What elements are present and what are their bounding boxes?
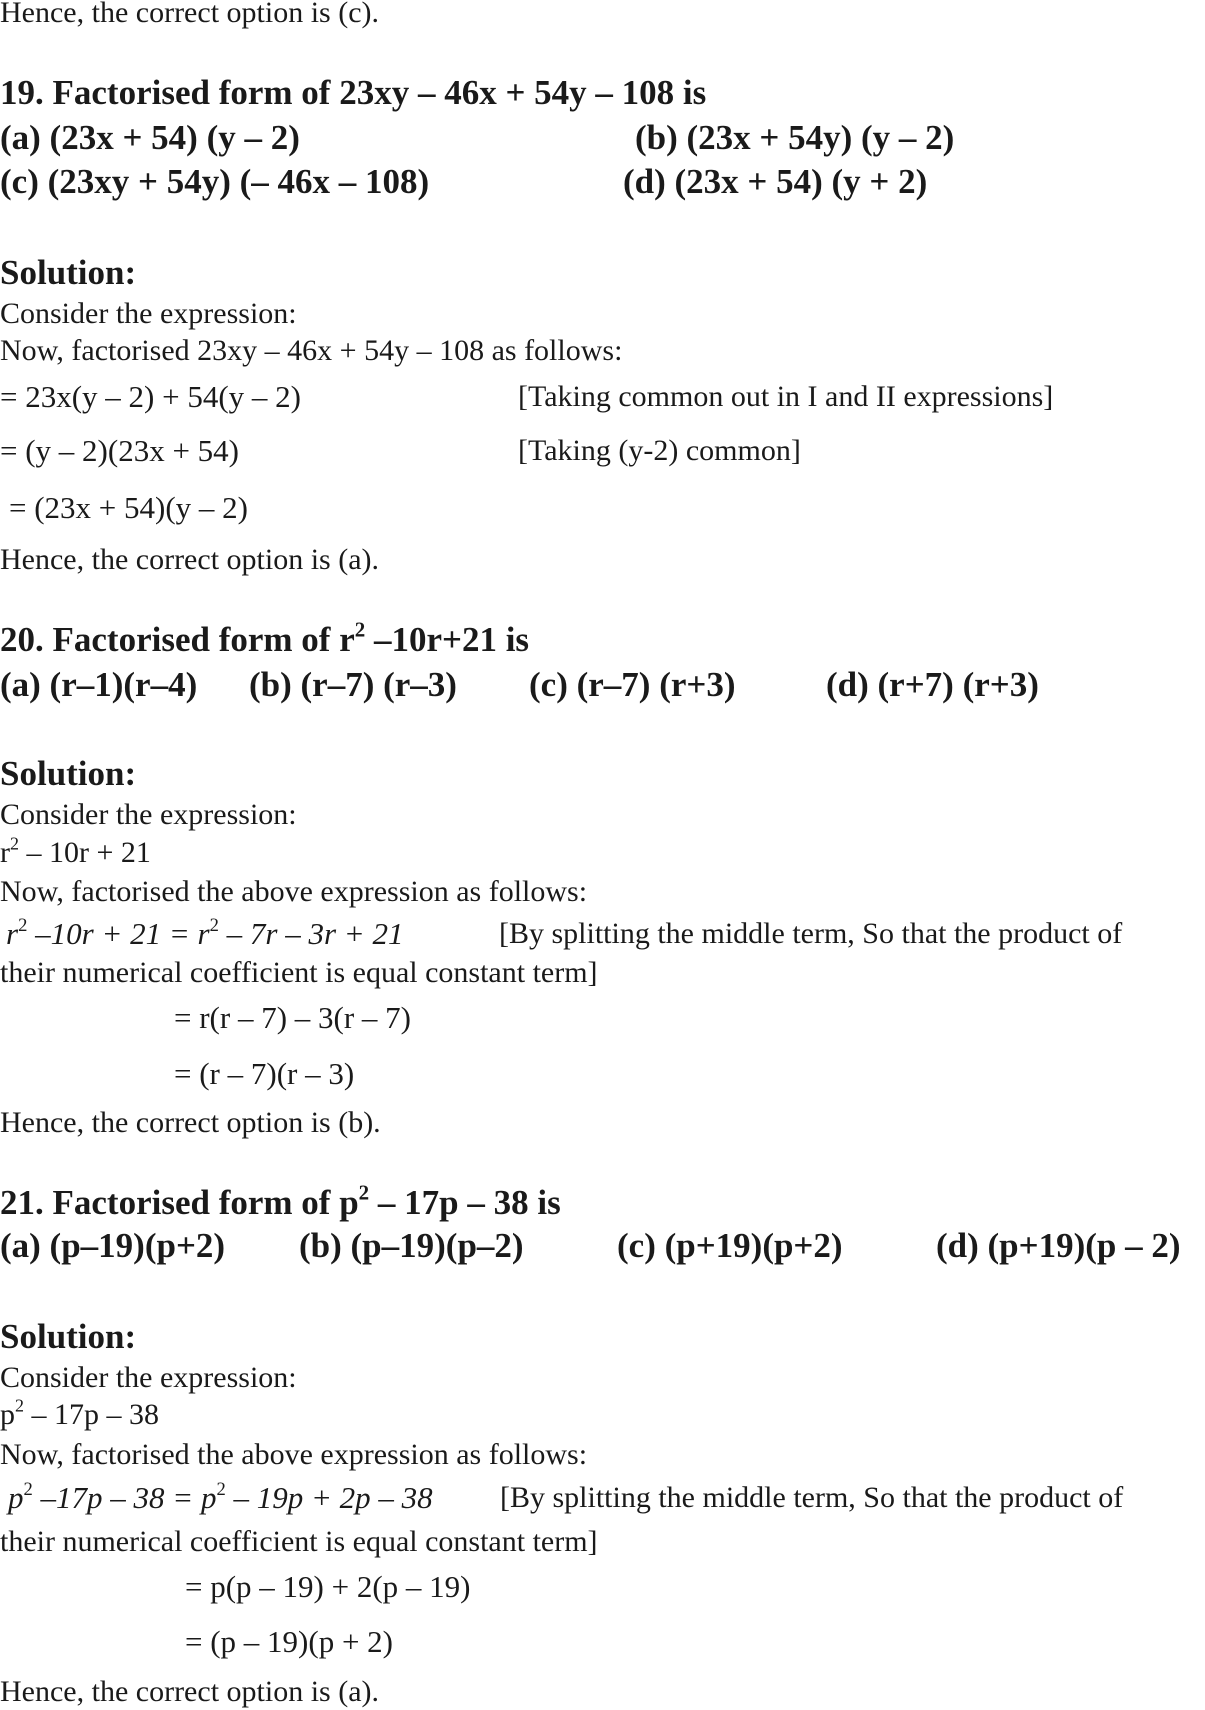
q20-expression: [0, 835, 151, 871]
q20-split-equation: [6, 916, 403, 952]
q20-title-text: 20. Factorised form of r: [0, 620, 355, 659]
q21-option-c: (c) (p+19)(p+2): [617, 1226, 843, 1265]
q20-solution-heading: Solution:: [0, 754, 137, 793]
q20-conclusion: Hence, the correct option is (b).: [0, 1106, 381, 1139]
q21-consider: Consider the expression:: [0, 1361, 297, 1394]
q19-title: 19. Factorised form of 23xy – 46x + 54y – 108 is: [0, 73, 707, 112]
q20-option-b: (b) (r–7) (r–3): [249, 665, 457, 704]
q21-option-a: (a) (p–19)(p+2): [0, 1226, 226, 1265]
q20-split-exp2: 2: [209, 914, 219, 936]
q19-step-3: = (23x + 54)(y – 2): [9, 490, 249, 525]
q19-option-c: (c) (23xy + 54y) (– 46x – 108): [0, 162, 430, 201]
q21-split-lhs: p: [8, 1480, 24, 1515]
q19-option-d: (d) (23x + 54) (y + 2): [623, 162, 928, 201]
q20-option-d: (d) (r+7) (r+3): [826, 665, 1039, 704]
q19-note-1: [Taking common out in I and II expressions]: [518, 380, 1054, 413]
q21-conclusion: Hence, the correct option is (a).: [0, 1675, 379, 1708]
q19-step-2: = (y – 2)(23x + 54): [0, 433, 240, 468]
q21-split-exp: 2: [23, 1478, 33, 1500]
previous-conclusion: Hence, the correct option is (c).: [0, 0, 379, 29]
q21-step-1: = p(p – 19) + 2(p – 19): [185, 1569, 471, 1604]
q19-option-b: (b) (23x + 54y) (y – 2): [635, 118, 955, 157]
q20-title-rest: –10r+21 is: [365, 620, 530, 659]
q21-note-line2: their numerical coefficient is equal constant term]: [0, 1525, 598, 1558]
q21-option-d: (d) (p+19)(p – 2): [936, 1226, 1181, 1265]
q21-title-text: 21. Factorised form of p: [0, 1183, 359, 1222]
q20-note-line1: [By splitting the middle term, So that the product of: [499, 917, 1123, 950]
q20-expr-base: r: [0, 836, 10, 869]
q21-expression: [0, 1397, 159, 1433]
q20-now: Now, factorised the above expression as follows:: [0, 875, 588, 908]
q20-note-line2: their numerical coefficient is equal constant term]: [0, 956, 598, 989]
q21-step-2: = (p – 19)(p + 2): [185, 1624, 394, 1659]
q19-step-1: = 23x(y – 2) + 54(y – 2): [0, 379, 302, 414]
q21-title: [0, 1180, 561, 1223]
q19-now: Now, factorised 23xy – 46x + 54y – 108 as follows:: [0, 334, 623, 367]
q20-step-2: = (r – 7)(r – 3): [174, 1056, 355, 1091]
q21-split-exp2: 2: [216, 1478, 226, 1500]
q20-consider: Consider the expression:: [0, 798, 297, 831]
q19-conclusion: Hence, the correct option is (a).: [0, 543, 379, 576]
q19-option-a: (a) (23x + 54) (y – 2): [0, 118, 300, 157]
q21-split-rhs: – 19p + 2p – 38: [225, 1480, 433, 1515]
q21-note-line1: [By splitting the middle term, So that the product of: [500, 1481, 1124, 1514]
q20-option-a: (a) (r–1)(r–4): [0, 665, 198, 704]
q21-expr-rest: – 17p – 38: [24, 1398, 159, 1431]
q20-split-mid: –10r + 21 = r: [27, 916, 210, 951]
q20-split-rhs: – 7r – 3r + 21: [218, 916, 404, 951]
q20-option-c: (c) (r–7) (r+3): [529, 665, 736, 704]
q19-note-2: [Taking (y-2) common]: [518, 434, 801, 467]
q20-expr-exponent: 2: [10, 833, 19, 854]
q20-split-lhs: r: [6, 916, 19, 951]
q20-expr-rest: – 10r + 21: [19, 836, 151, 869]
q20-split-exp: 2: [18, 914, 28, 936]
q21-split-equation: [8, 1480, 433, 1516]
q21-expr-base: p: [0, 1398, 15, 1431]
q20-step-1: = r(r – 7) – 3(r – 7): [174, 1000, 411, 1035]
q21-now: Now, factorised the above expression as follows:: [0, 1438, 588, 1471]
q21-option-b: (b) (p–19)(p–2): [299, 1226, 524, 1265]
q19-consider: Consider the expression:: [0, 297, 297, 330]
q21-split-mid: –17p – 38 = p: [32, 1480, 217, 1515]
q20-title: [0, 617, 530, 660]
q21-solution-heading: Solution:: [0, 1317, 137, 1356]
q21-expr-exponent: 2: [15, 1395, 24, 1416]
q19-solution-heading: Solution:: [0, 253, 137, 292]
q20-title-exponent: 2: [354, 617, 366, 642]
q21-title-rest: – 17p – 38 is: [369, 1183, 561, 1222]
q21-title-exponent: 2: [358, 1180, 370, 1205]
